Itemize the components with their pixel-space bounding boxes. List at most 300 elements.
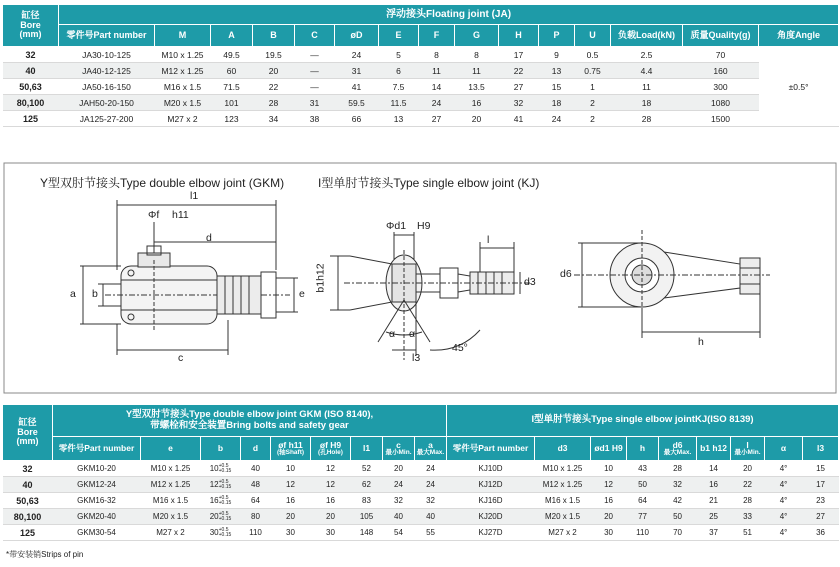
ja-col-header: 负载Load(kN) bbox=[611, 25, 683, 47]
kj-col-header-main: b1 h12 bbox=[700, 442, 727, 453]
ja-cell: 27 bbox=[499, 79, 539, 95]
kj-label-b1h12: b1h12 bbox=[314, 263, 327, 293]
gkm-shank bbox=[217, 276, 261, 314]
ja-col-header: 质量Quality(g) bbox=[683, 25, 759, 47]
ja-cell: M10 x 1.25 bbox=[155, 47, 211, 63]
ja-angle-cell: ±0.5° bbox=[759, 47, 839, 127]
kj-cell: 43 bbox=[627, 461, 659, 477]
gkm-col-header bbox=[241, 437, 271, 461]
gkm-b-value: 30 bbox=[209, 527, 219, 537]
gkm-cell: 148 bbox=[351, 525, 383, 541]
ja-cell: JA40-12-125 bbox=[59, 63, 155, 79]
gkm-title-line2: 带螺栓和安全装置Bring bolts and safety gear bbox=[150, 419, 349, 431]
kj-col-header bbox=[697, 437, 731, 461]
kj-cell: M27 x 2 bbox=[535, 525, 591, 541]
gkm-col-header bbox=[383, 437, 415, 461]
kj-cell: 10 bbox=[591, 461, 627, 477]
ja-cell: 160 bbox=[683, 63, 759, 79]
ja-cell: 16 bbox=[455, 95, 499, 111]
ja-col-header: U bbox=[575, 25, 611, 47]
gk-bore-cell: 50,63 bbox=[3, 493, 53, 509]
gkm-cell: 54 bbox=[383, 525, 415, 541]
ja-col-header: M bbox=[155, 25, 211, 47]
ja-cell: 49.5 bbox=[211, 47, 253, 63]
kj-col-header-sub: 最小Min. bbox=[734, 448, 761, 456]
bore-header-unit: (mm) bbox=[19, 29, 42, 40]
ja-col-header: H bbox=[499, 25, 539, 47]
gkm-table-title bbox=[53, 405, 447, 437]
kj-cell: KJ12D bbox=[447, 477, 535, 493]
gkm-col-header bbox=[141, 437, 201, 461]
gkm-cell: 80 bbox=[241, 509, 271, 525]
kj-col-header bbox=[731, 437, 765, 461]
gkm-cell: 40 bbox=[383, 509, 415, 525]
kj-cell: 20 bbox=[731, 461, 765, 477]
ja-col-header: E bbox=[379, 25, 419, 47]
bore-header-en: Bore bbox=[20, 19, 41, 30]
kj-cell: 32 bbox=[659, 477, 697, 493]
gkm-col-header-sub: 最小Min. bbox=[385, 448, 412, 456]
gk-bore-cell: 32 bbox=[3, 461, 53, 477]
ja-cell: 5 bbox=[379, 47, 419, 63]
bore2-header-cn: 缸径 bbox=[18, 416, 37, 427]
ja-cell: 0.5 bbox=[575, 47, 611, 63]
ja-col-header: B bbox=[253, 25, 295, 47]
kj-label-h9: H9 bbox=[417, 220, 431, 232]
ja-table-row bbox=[3, 95, 839, 111]
kj-cell: KJ10D bbox=[447, 461, 535, 477]
ja-col-header: øD bbox=[335, 25, 379, 47]
gkm-label-d: d bbox=[206, 232, 212, 244]
ja-cell: 24 bbox=[419, 95, 455, 111]
gkm-e-cell: M27 x 2 bbox=[141, 525, 201, 541]
ja-cell: 27 bbox=[419, 111, 455, 127]
kj-cell: 27 bbox=[803, 509, 839, 525]
ja-cell: 59.5 bbox=[335, 95, 379, 111]
gkm-cell: 32 bbox=[383, 493, 415, 509]
kj-cell: M12 x 1.25 bbox=[535, 477, 591, 493]
gkm-b-tol-lower: +0.15 bbox=[218, 467, 232, 474]
gkm-col-header bbox=[201, 437, 241, 461]
footnote: *带安装销Strips of pin bbox=[6, 550, 84, 559]
gkm-col-header-main: øf H9 bbox=[319, 439, 342, 450]
gkm-b-tolerance bbox=[219, 480, 232, 490]
gkm-col-header bbox=[311, 437, 351, 461]
ja-cell: 32 bbox=[499, 95, 539, 111]
gkm-cell: 83 bbox=[351, 493, 383, 509]
ja-cell: 123 bbox=[211, 111, 253, 127]
kj-cell: 28 bbox=[731, 493, 765, 509]
gkm-cell: 20 bbox=[383, 461, 415, 477]
ja-cell: 41 bbox=[335, 79, 379, 95]
gkm-kj-table-row bbox=[3, 509, 839, 525]
ja-cell: 8 bbox=[455, 47, 499, 63]
kj-label-d3: d3 bbox=[524, 276, 536, 288]
ja-table-row bbox=[3, 79, 839, 95]
gkm-part-cell: GKM30-54 bbox=[53, 525, 141, 541]
gkm-cell: 62 bbox=[351, 477, 383, 493]
kj-label-45deg: 45° bbox=[452, 342, 468, 354]
ja-cell: 22 bbox=[499, 63, 539, 79]
ja-cell: 70 bbox=[683, 47, 759, 63]
ja-cell: 1500 bbox=[683, 111, 759, 127]
kj-col-header bbox=[447, 437, 535, 461]
ja-cell: 60 bbox=[211, 63, 253, 79]
kj-table-title: I型单肘节接头Type single elbow jointKJ(ISO 8139) bbox=[447, 405, 839, 437]
ja-cell: 66 bbox=[335, 111, 379, 127]
gkm-col-header bbox=[271, 437, 311, 461]
kj-col-header bbox=[765, 437, 803, 461]
gkm-cell: 40 bbox=[415, 509, 447, 525]
kj-col-header bbox=[591, 437, 627, 461]
ja-cell: M16 x 1.5 bbox=[155, 79, 211, 95]
kj-cell: KJ27D bbox=[447, 525, 535, 541]
ja-cell: — bbox=[295, 79, 335, 95]
kj-cell: 15 bbox=[803, 461, 839, 477]
bore-header-2 bbox=[3, 405, 53, 461]
kj-cell: 25 bbox=[697, 509, 731, 525]
kj-cell: 17 bbox=[803, 477, 839, 493]
ja-cell: 15 bbox=[539, 79, 575, 95]
gkm-cell: 16 bbox=[271, 493, 311, 509]
kj-cell: 50 bbox=[627, 477, 659, 493]
gkm-e-cell: M16 x 1.5 bbox=[141, 493, 201, 509]
gkm-b-tol-upper: +0.5 bbox=[218, 510, 229, 517]
ja-cell: 28 bbox=[253, 95, 295, 111]
gkm-b-tol-upper: +0.5 bbox=[218, 526, 229, 533]
gkm-cell: 55 bbox=[415, 525, 447, 541]
kj-cell: 28 bbox=[659, 461, 697, 477]
kj-cell: 16 bbox=[697, 477, 731, 493]
gkm-label-e: e bbox=[299, 288, 305, 300]
kj-cell: 30 bbox=[591, 525, 627, 541]
kj-label-l: l bbox=[487, 234, 490, 246]
gkm-col-header-main: l1 bbox=[362, 442, 371, 453]
gkm-part-cell: GKM16-32 bbox=[53, 493, 141, 509]
kj-col-header bbox=[627, 437, 659, 461]
gk-bore-cell: 80,100 bbox=[3, 509, 53, 525]
ja-cell: 13.5 bbox=[455, 79, 499, 95]
kj-cell: 4° bbox=[765, 477, 803, 493]
ja-cell: 6 bbox=[379, 63, 419, 79]
kj-cell: 51 bbox=[731, 525, 765, 541]
kj-col-header bbox=[803, 437, 839, 461]
kj-col-header bbox=[535, 437, 591, 461]
gkm-e-cell: M10 x 1.25 bbox=[141, 461, 201, 477]
gkm-b-tol-lower: +0.15 bbox=[218, 499, 232, 506]
gkm-e-cell: M20 x 1.5 bbox=[141, 509, 201, 525]
ja-cell: 13 bbox=[379, 111, 419, 127]
gkm-part-cell: GKM12-24 bbox=[53, 477, 141, 493]
gkm-b-cell bbox=[201, 509, 241, 525]
ja-bore-cell: 125 bbox=[3, 111, 59, 127]
gkm-b-tol-lower: +0.15 bbox=[218, 531, 232, 538]
gkm-b-tolerance bbox=[219, 528, 232, 538]
kj-col-header-main: d3 bbox=[557, 442, 568, 453]
gkm-label-c: c bbox=[178, 352, 184, 364]
ja-cell: 7.5 bbox=[379, 79, 419, 95]
ja-cell: 71.5 bbox=[211, 79, 253, 95]
gkm-cell: 12 bbox=[311, 477, 351, 493]
ja-bore-cell: 50,63 bbox=[3, 79, 59, 95]
ja-cell: 14 bbox=[419, 79, 455, 95]
ja-cell: 18 bbox=[611, 95, 683, 111]
ja-cell: JAH50-20-150 bbox=[59, 95, 155, 111]
ja-table-row bbox=[3, 63, 839, 79]
gkm-cell: 30 bbox=[311, 525, 351, 541]
gkm-cell: 10 bbox=[271, 461, 311, 477]
kj-col-header-main: h bbox=[639, 442, 646, 453]
gkm-b-tolerance bbox=[219, 464, 232, 474]
kj-cell: 77 bbox=[627, 509, 659, 525]
gkm-cell: 24 bbox=[415, 461, 447, 477]
gkm-label-phif: Φf bbox=[148, 209, 160, 221]
gk-bore-cell: 125 bbox=[3, 525, 53, 541]
gkm-col-header-main: d bbox=[252, 442, 259, 453]
ja-cell: JA125-27-200 bbox=[59, 111, 155, 127]
gkm-b-tol-upper: +0.5 bbox=[218, 478, 229, 485]
gkm-cell: 16 bbox=[311, 493, 351, 509]
kj-label-phid1: Φd1 bbox=[386, 220, 407, 232]
ja-cell: 300 bbox=[683, 79, 759, 95]
ja-cell: 9 bbox=[539, 47, 575, 63]
gkm-diagram-title: Y型双肘节接头Type double elbow joint (GKM) bbox=[40, 176, 285, 190]
kj-cell: 23 bbox=[803, 493, 839, 509]
kj-cell: 16 bbox=[591, 493, 627, 509]
kj-col-header-main: 零件号Part number bbox=[452, 442, 529, 453]
ja-cell: 31 bbox=[295, 95, 335, 111]
ja-bore-cell: 80,100 bbox=[3, 95, 59, 111]
ja-cell: 2 bbox=[575, 95, 611, 111]
ja-cell: 101 bbox=[211, 95, 253, 111]
ja-cell: JA50-16-150 bbox=[59, 79, 155, 95]
gkm-b-tolerance bbox=[219, 496, 232, 506]
gkm-label-h11: h11 bbox=[172, 209, 189, 221]
ja-cell: 4.4 bbox=[611, 63, 683, 79]
gkm-cell: 64 bbox=[241, 493, 271, 509]
floating-joint-table bbox=[2, 4, 839, 127]
kj-cell: 110 bbox=[627, 525, 659, 541]
gkm-b-tol-upper: +0.5 bbox=[218, 494, 229, 501]
ja-cell: 24 bbox=[539, 111, 575, 127]
ja-cell: M12 x 1.25 bbox=[155, 63, 211, 79]
gkm-b-tolerance bbox=[219, 512, 232, 522]
bore-header bbox=[3, 5, 59, 47]
ja-col-header: F bbox=[419, 25, 455, 47]
gkm-cell: 20 bbox=[271, 509, 311, 525]
kj-col-header-main: α bbox=[780, 442, 787, 453]
diagram-area bbox=[0, 160, 840, 397]
ja-cell: 17 bbox=[499, 47, 539, 63]
ja-col-header: P bbox=[539, 25, 575, 47]
gkm-col-header-main: e bbox=[168, 442, 173, 453]
kj-cell: KJ16D bbox=[447, 493, 535, 509]
ja-cell: JA30-10-125 bbox=[59, 47, 155, 63]
gkm-b-cell bbox=[201, 461, 241, 477]
kj-cell: 14 bbox=[697, 461, 731, 477]
kj-col-header-main: ød1 H9 bbox=[594, 442, 623, 453]
gk-bore-cell: 40 bbox=[3, 477, 53, 493]
ja-cell: 11 bbox=[455, 63, 499, 79]
kj-cell: 37 bbox=[697, 525, 731, 541]
gkm-cell: 24 bbox=[383, 477, 415, 493]
kj-label-alpha-left: α bbox=[389, 328, 396, 340]
kj-cell: KJ20D bbox=[447, 509, 535, 525]
kj-cell: 20 bbox=[591, 509, 627, 525]
ja-table-row bbox=[3, 47, 839, 63]
gkm-col-header-main: 零件号Part number bbox=[58, 442, 135, 453]
gkm-cell: 40 bbox=[241, 461, 271, 477]
ja-cell: 28 bbox=[611, 111, 683, 127]
kj-cell: 4° bbox=[765, 509, 803, 525]
kj-diagram-title: I型单肘节接头Type single elbow joint (KJ) bbox=[318, 176, 540, 190]
ja-cell: 13 bbox=[539, 63, 575, 79]
ja-table-row bbox=[3, 111, 839, 127]
kj-cell: 4° bbox=[765, 461, 803, 477]
ja-cell: 11.5 bbox=[379, 95, 419, 111]
ja-cell: 31 bbox=[335, 63, 379, 79]
gkm-col-header-sub: (孔Hole) bbox=[318, 448, 343, 456]
gkm-cell: 110 bbox=[241, 525, 271, 541]
gkm-b-value: 16 bbox=[209, 495, 219, 505]
ja-cell: 41 bbox=[499, 111, 539, 127]
gkm-b-value: 10 bbox=[209, 463, 219, 473]
kj-label-d6: d6 bbox=[560, 268, 572, 280]
kj-cell: 21 bbox=[697, 493, 731, 509]
kj-label-alpha-right: α bbox=[409, 328, 416, 340]
gkm-col-header-main: b bbox=[217, 442, 224, 453]
ja-cell: 0.75 bbox=[575, 63, 611, 79]
ja-cell: 8 bbox=[419, 47, 455, 63]
ja-cell: 19.5 bbox=[253, 47, 295, 63]
ja-cell: 11 bbox=[419, 63, 455, 79]
gkm-col-header-main: c bbox=[396, 439, 401, 450]
ja-cell: 11 bbox=[611, 79, 683, 95]
ja-table-title: 浮动接头Floating joint (JA) bbox=[59, 5, 839, 25]
gkm-label-b: b bbox=[92, 288, 98, 300]
bore2-header-en: Bore bbox=[17, 426, 38, 437]
gkm-label-l1: l1 bbox=[190, 190, 199, 202]
ja-col-header: G bbox=[455, 25, 499, 47]
ja-cell: 22 bbox=[253, 79, 295, 95]
gkm-b-cell bbox=[201, 493, 241, 509]
kj-cell: 36 bbox=[803, 525, 839, 541]
gkm-col-header-main: øf h11 bbox=[278, 439, 303, 450]
kj-cell: 50 bbox=[659, 509, 697, 525]
gkm-col-header-sub: 最大Max. bbox=[416, 448, 445, 456]
ja-cell: 1080 bbox=[683, 95, 759, 111]
gkm-cell: 48 bbox=[241, 477, 271, 493]
kj-cell: M20 x 1.5 bbox=[535, 509, 591, 525]
ja-cell: 18 bbox=[539, 95, 575, 111]
gkm-kj-table-row bbox=[3, 477, 839, 493]
ja-cell: 34 bbox=[253, 111, 295, 127]
gkm-cell: 105 bbox=[351, 509, 383, 525]
kj-cell: 64 bbox=[627, 493, 659, 509]
gkm-col-header bbox=[53, 437, 141, 461]
gkm-b-tol-upper: +0.5 bbox=[218, 462, 229, 469]
gkm-e-cell: M12 x 1.25 bbox=[141, 477, 201, 493]
gkm-cell: 52 bbox=[351, 461, 383, 477]
kj-col-header-main: d6 bbox=[672, 439, 683, 450]
kj-top-drawing bbox=[574, 230, 770, 338]
ja-cell: M20 x 1.5 bbox=[155, 95, 211, 111]
gkm-b-value: 20 bbox=[209, 511, 219, 521]
kj-cell: 22 bbox=[731, 477, 765, 493]
ja-cell: — bbox=[295, 63, 335, 79]
kj-cell: 12 bbox=[591, 477, 627, 493]
gkm-col-header-main: a bbox=[428, 439, 433, 450]
gkm-cell: 12 bbox=[311, 461, 351, 477]
ja-cell: 24 bbox=[335, 47, 379, 63]
gkm-label-a: a bbox=[70, 288, 76, 300]
kj-col-header-main: l3 bbox=[817, 442, 825, 453]
ja-cell: — bbox=[295, 47, 335, 63]
gkm-b-tol-lower: +0.15 bbox=[218, 483, 232, 490]
kj-col-header-main: l bbox=[746, 439, 749, 450]
gkm-cell: 20 bbox=[311, 509, 351, 525]
kj-cell: 33 bbox=[731, 509, 765, 525]
kj-col-header-sub: 最大Max. bbox=[663, 448, 692, 456]
kj-cell: 4° bbox=[765, 525, 803, 541]
ja-col-header: 零件号Part number bbox=[59, 25, 155, 47]
ja-cell: M27 x 2 bbox=[155, 111, 211, 127]
gkm-col-header-sub: (轴Shaft) bbox=[276, 448, 305, 456]
kj-cell: M16 x 1.5 bbox=[535, 493, 591, 509]
kj-cell: 70 bbox=[659, 525, 697, 541]
ja-col-header: A bbox=[211, 25, 253, 47]
kj-side-drawing bbox=[330, 232, 530, 360]
gkm-b-tol-lower: +0.15 bbox=[218, 515, 232, 522]
ja-cell: 38 bbox=[295, 111, 335, 127]
gkm-cell: 12 bbox=[271, 477, 311, 493]
kj-cell: 42 bbox=[659, 493, 697, 509]
ja-cell: 2.5 bbox=[611, 47, 683, 63]
gkm-col-header bbox=[415, 437, 447, 461]
gkm-cell: 32 bbox=[415, 493, 447, 509]
gkm-kj-table-row bbox=[3, 461, 839, 477]
ja-cell: 2 bbox=[575, 111, 611, 127]
kj-col-header bbox=[659, 437, 697, 461]
bore2-header-unit: (mm) bbox=[16, 436, 39, 447]
kj-cell: 4° bbox=[765, 493, 803, 509]
gkm-kj-table-row bbox=[3, 493, 839, 509]
gkm-part-cell: GKM10-20 bbox=[53, 461, 141, 477]
ja-bore-cell: 40 bbox=[3, 63, 59, 79]
gkm-cell: 24 bbox=[415, 477, 447, 493]
gkm-kj-table-row bbox=[3, 525, 839, 541]
gkm-drawing bbox=[80, 200, 298, 355]
kj-label-l3: l3 bbox=[412, 352, 421, 364]
ja-col-header: 角度Angle bbox=[759, 25, 839, 47]
kj-label-h: h bbox=[698, 336, 704, 348]
ja-bore-cell: 32 bbox=[3, 47, 59, 63]
gkm-title-line1: Y型双肘节接头Type double elbow joint GKM (ISO 8140), bbox=[125, 409, 374, 421]
ja-col-header: C bbox=[295, 25, 335, 47]
kj-cell: M10 x 1.25 bbox=[535, 461, 591, 477]
ja-cell: 20 bbox=[455, 111, 499, 127]
ja-cell: 1 bbox=[575, 79, 611, 95]
gkm-cell: 30 bbox=[271, 525, 311, 541]
gkm-b-value: 12 bbox=[209, 479, 219, 489]
ja-cell: 20 bbox=[253, 63, 295, 79]
gkm-part-cell: GKM20-40 bbox=[53, 509, 141, 525]
gkm-kj-table bbox=[2, 404, 839, 541]
gkm-col-header bbox=[351, 437, 383, 461]
bore-header-cn: 缸径 bbox=[21, 9, 40, 20]
gkm-b-cell bbox=[201, 477, 241, 493]
gkm-b-cell bbox=[201, 525, 241, 541]
